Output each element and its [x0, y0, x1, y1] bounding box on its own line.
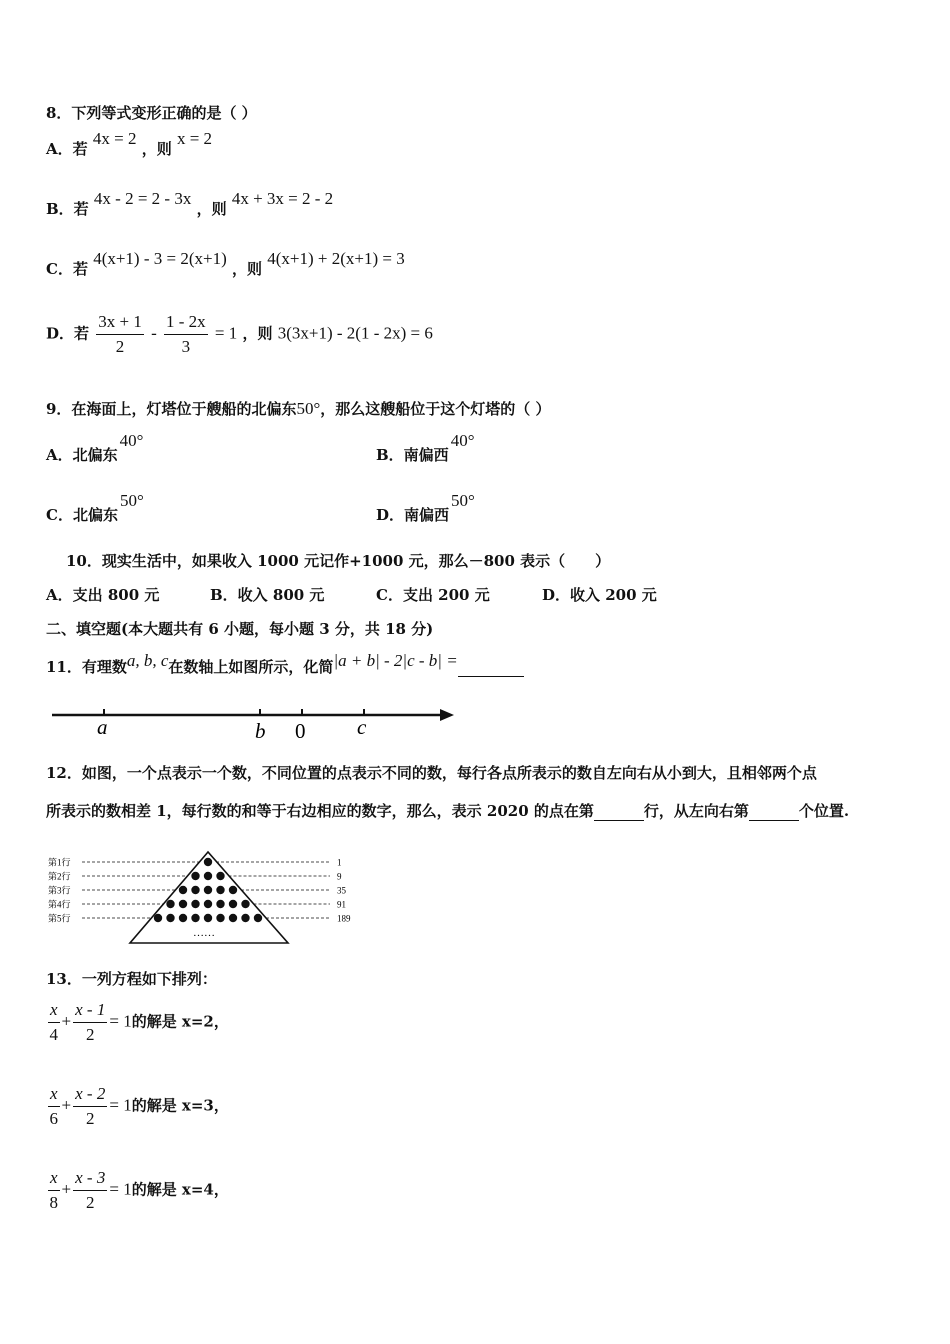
- dot: [241, 900, 249, 908]
- q9-stem-b: ，那么这艘船位于这个灯塔的（ ）: [320, 400, 551, 418]
- q8-d-frac2-num: 1 - 2x: [164, 312, 208, 335]
- q13-eq1-b-den: 2: [86, 1025, 95, 1044]
- dot: [191, 872, 199, 880]
- section-2-heading: 二、填空题(本大题共有 6 小题，每小题 3 分，共 18 分): [46, 620, 434, 638]
- row-sum: 189: [337, 913, 351, 924]
- q8-option-c: [46, 249, 405, 279]
- dot: [179, 914, 187, 922]
- q13-eq2-plus: +: [61, 1095, 72, 1115]
- q13-eq1-a-num: x: [48, 1000, 60, 1023]
- number-line-arrow: [440, 709, 454, 721]
- q8-option-d: [46, 312, 433, 357]
- q9-d-label: D．南偏西: [376, 506, 450, 524]
- q13-eq3-a-num: x: [48, 1168, 60, 1191]
- q12-line1: 12．如图，一个点表示一个数，不同位置的点表示不同的数，每行各点所表示的数自左向右从小到大，且相邻两个点: [46, 764, 817, 782]
- q9-stem: [46, 398, 551, 419]
- q13-eq3-frac-a: [48, 1168, 60, 1213]
- q8-d-label: D．若: [46, 324, 90, 343]
- dot: [229, 886, 237, 894]
- q13-eq2-b-num: x - 2: [73, 1084, 107, 1107]
- q13-stem: 13．一列方程如下排列：: [46, 970, 217, 988]
- dot: [216, 872, 224, 880]
- q8-d-frac2: [164, 312, 208, 357]
- dot: [204, 858, 212, 866]
- dot: [179, 900, 187, 908]
- q11-vars: a, b, c: [126, 651, 169, 670]
- dot: [204, 872, 212, 880]
- q8-d-eq2: 3(3x+1) - 2(1 - 2x) = 6: [277, 323, 433, 343]
- row-label: 第3行: [48, 885, 71, 896]
- q9-angle: 50°: [296, 399, 321, 418]
- q12-line2-c: 个位置.: [798, 802, 850, 820]
- q8-option-a: [46, 129, 213, 159]
- dot: [204, 886, 212, 894]
- row-label: 第5行: [48, 913, 71, 924]
- dot: [241, 914, 249, 922]
- q10-stem: 10．现实生活中，如果收入 1000 元记作+1000 元，那么－800 表示（ ）: [66, 552, 611, 570]
- q10-option-a: A．支出 800 元: [46, 586, 160, 604]
- q12-line2-b: 行，从左向右第: [643, 802, 749, 820]
- q8-d-minus: -: [151, 323, 157, 343]
- q8-stem: 8．下列等式变形正确的是（ ）: [46, 104, 257, 122]
- q13-eq3-b-num: x - 3: [73, 1168, 107, 1191]
- q13-eq2-frac-b: [73, 1084, 107, 1129]
- q13-eq3-a-den: 8: [49, 1193, 59, 1212]
- dot: [204, 914, 212, 922]
- q13-eq3-frac-b: [73, 1168, 107, 1213]
- q11-expr: |a + b| - 2|c - b| =: [333, 651, 458, 670]
- q8-d-frac2-den: 3: [181, 337, 191, 356]
- q13-equation-3: [46, 1168, 229, 1213]
- dot: [229, 914, 237, 922]
- q11-stem-b: 在数轴上如图所示，化简: [168, 658, 334, 676]
- q8-d-rhs: = 1: [214, 323, 238, 343]
- q9-b-label: B．南偏西: [376, 446, 449, 464]
- q8-d-frac1-num: 3x + 1: [96, 312, 144, 335]
- q9-option-d: [376, 491, 475, 525]
- q12-rows: [48, 857, 351, 924]
- row-label: 第1行: [48, 857, 71, 868]
- q9-b-angle: 40°: [450, 431, 475, 450]
- dot: [179, 886, 187, 894]
- q13-eq2-a-den: 6: [49, 1109, 59, 1128]
- row-sum: 9: [337, 871, 342, 882]
- q9-c-label: C．北偏东: [46, 506, 118, 524]
- q8-d-frac1-den: 2: [115, 337, 125, 356]
- dot: [229, 900, 237, 908]
- q9-d-angle: 50°: [451, 491, 475, 510]
- dot: [191, 886, 199, 894]
- q9-option-a: [46, 431, 144, 465]
- q10-option-c: C．支出 200 元: [376, 586, 490, 604]
- q9-a-label: A．北偏东: [46, 446, 118, 464]
- q13-eq1-plus: +: [61, 1011, 72, 1031]
- q8-b-eq1: 4x - 2 = 2 - 3x: [93, 189, 192, 208]
- q8-a-eq1: 4x = 2: [92, 129, 137, 148]
- q8-a-label: A．若: [46, 140, 88, 158]
- axis-label-a: a: [97, 715, 108, 739]
- dot: [191, 914, 199, 922]
- q12-triangle-figure: [48, 850, 368, 948]
- q13-eq3-b-den: 2: [86, 1193, 95, 1212]
- dot: [216, 914, 224, 922]
- q10-option-b: B．收入 800 元: [210, 586, 325, 604]
- row-sum: 35: [337, 885, 346, 896]
- q8-c-label: C．若: [46, 260, 88, 278]
- q13-eq2-b-den: 2: [86, 1109, 95, 1128]
- q8-b-eq2: 4x + 3x = 2 - 2: [231, 189, 334, 208]
- dot: [254, 914, 262, 922]
- q9-option-b: [376, 431, 475, 465]
- q13-equation-1: [46, 1000, 229, 1045]
- q9-option-c: [46, 491, 144, 525]
- dot: [166, 900, 174, 908]
- dot: [204, 900, 212, 908]
- q13-eq1-rhs: = 1: [109, 1011, 132, 1031]
- q11-stem-a: 11．有理数: [46, 658, 127, 676]
- q8-a-eq2: x = 2: [176, 129, 213, 148]
- q12-blank-row: [594, 802, 644, 821]
- row-sum: 91: [337, 899, 346, 910]
- q8-b-sep: ，则: [196, 200, 227, 218]
- q8-c-sep: ，则: [232, 260, 263, 278]
- dot: [191, 900, 199, 908]
- dot: [154, 914, 162, 922]
- q10-option-d: D．收入 200 元: [542, 586, 657, 604]
- q13-eq2-rhs: = 1: [109, 1095, 132, 1115]
- q11-answer-blank: [458, 658, 524, 677]
- q8-b-label: B．若: [46, 200, 89, 218]
- axis-label-c: c: [357, 715, 367, 739]
- q11-stem: [46, 651, 524, 677]
- q8-d-sep: ，则: [242, 324, 273, 343]
- q13-eq1-frac-a: [48, 1000, 60, 1045]
- q8-c-eq2: 4(x+1) + 2(x+1) = 3: [267, 249, 405, 268]
- q9-c-angle: 50°: [119, 491, 144, 510]
- q8-d-frac1: [96, 312, 144, 357]
- q11-number-line: [44, 698, 464, 744]
- q13-eq1-a-den: 4: [49, 1025, 59, 1044]
- q13-eq2-frac-a: [48, 1084, 60, 1129]
- row-sum: 1: [337, 857, 342, 868]
- axis-label-b: b: [255, 719, 266, 743]
- row-label: 第2行: [48, 871, 71, 882]
- q9-a-angle: 40°: [119, 431, 144, 450]
- dot: [216, 886, 224, 894]
- q12-blank-position: [749, 802, 799, 821]
- q13-eq1-tail: 的解是 x=2，: [131, 1012, 229, 1031]
- q13-eq3-tail: 的解是 x=4，: [131, 1180, 229, 1199]
- q13-eq2-a-num: x: [48, 1084, 60, 1107]
- q12-line2: [46, 800, 849, 821]
- q8-c-eq1: 4(x+1) - 3 = 2(x+1): [93, 249, 227, 268]
- q13-eq1-b-num: x - 1: [73, 1000, 107, 1023]
- axis-label-0: 0: [295, 719, 306, 743]
- q13-eq3-rhs: = 1: [109, 1179, 132, 1199]
- q13-equation-2: [46, 1084, 229, 1129]
- q8-option-b: [46, 189, 334, 219]
- dot: [216, 900, 224, 908]
- row-label: 第4行: [48, 899, 71, 910]
- q13-eq2-tail: 的解是 x=3，: [131, 1096, 229, 1115]
- q9-stem-a: 9．在海面上，灯塔位于艘船的北偏东: [46, 400, 297, 418]
- q8-a-sep: ，则: [141, 140, 172, 158]
- q13-eq3-plus: +: [61, 1179, 72, 1199]
- q13-eq1-frac-b: [73, 1000, 107, 1045]
- dot: [166, 914, 174, 922]
- q12-line2-a: 所表示的数相差 1，每行数的和等于右边相应的数字，那么，表示 2020 的点在第: [46, 802, 594, 820]
- triangle-ellipsis: ……: [193, 927, 215, 939]
